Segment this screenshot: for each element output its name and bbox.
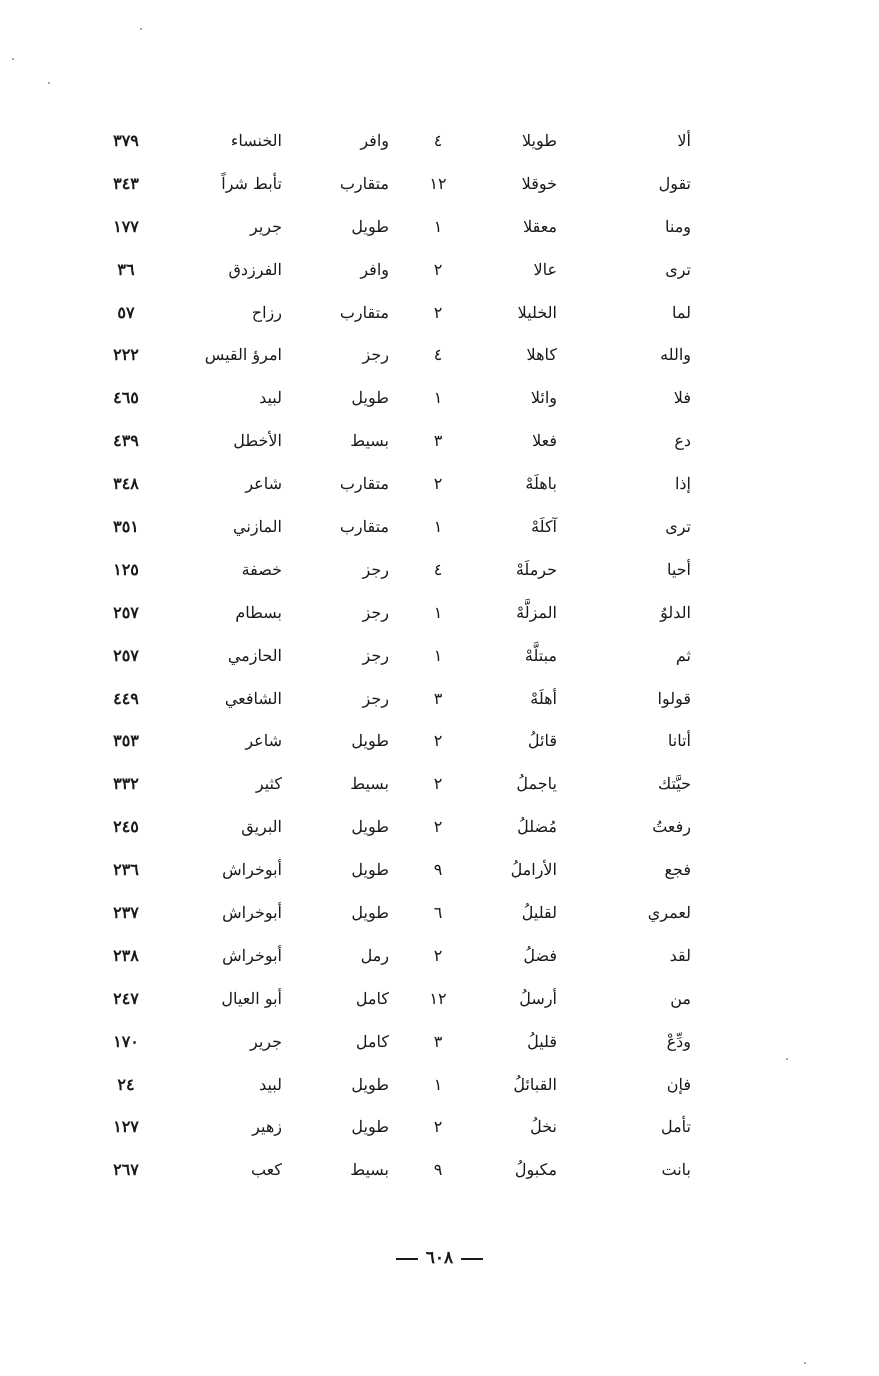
- page-ref: ٢٤٧: [113, 988, 139, 1008]
- table-row: [0, 637, 879, 680]
- rhyme-word: ياجملُ: [516, 774, 557, 794]
- verse-count: ١: [433, 1074, 443, 1094]
- meter: متقارب: [339, 517, 389, 537]
- table-row: [0, 894, 879, 937]
- verse-count: ٢: [433, 731, 443, 751]
- poet-name: كعب: [250, 1160, 282, 1180]
- meter: رجز: [362, 645, 389, 665]
- page-ref: ٣٧٩: [113, 131, 139, 150]
- poet-name: الفرزدق: [228, 259, 282, 279]
- meter: رمل: [360, 945, 389, 965]
- poet-name: الأخطل: [233, 431, 282, 451]
- rhyme-index-table: [0, 122, 879, 1194]
- meter: طويل: [351, 817, 389, 837]
- poet-name: زهير: [252, 1117, 282, 1137]
- rhyme-word: مكبولُ: [514, 1160, 557, 1180]
- table-row: [0, 336, 879, 379]
- rhyme-word: آكلَهْ: [531, 517, 557, 537]
- verse-count: ٢: [433, 259, 443, 279]
- rhyme-word: نخلُ: [530, 1117, 557, 1137]
- poet-name: جرير: [250, 1031, 282, 1051]
- rhyme-word: قائلُ: [527, 731, 557, 751]
- poet-name: بسطام: [235, 602, 282, 622]
- meter: رجز: [362, 602, 389, 622]
- table-row: [0, 1023, 879, 1066]
- first-word: فجع: [664, 860, 691, 880]
- poet-name: شاعر: [245, 731, 282, 751]
- table-row: [0, 851, 879, 894]
- rhyme-word: مُضللُ: [517, 817, 557, 837]
- meter: رجز: [362, 345, 389, 365]
- verse-count: ٣: [433, 1031, 443, 1051]
- verse-count: ٢: [433, 945, 443, 965]
- verse-count: ١: [433, 216, 443, 236]
- meter: طويل: [351, 1074, 389, 1094]
- rhyme-word: أهلَهْ: [530, 688, 557, 708]
- verse-count: ٢: [433, 1117, 443, 1137]
- verse-count: ٢: [433, 817, 443, 837]
- page-ref: ٢٤٥: [113, 817, 139, 837]
- table-row: [0, 1108, 879, 1151]
- scan-speck: [48, 82, 50, 84]
- poet-name: أبو العيال: [221, 988, 282, 1008]
- verse-count: ٢: [433, 302, 443, 322]
- meter: رجز: [362, 559, 389, 579]
- table-row: [0, 551, 879, 594]
- meter: طويل: [351, 903, 389, 923]
- first-word: أتانا: [667, 731, 691, 751]
- first-word: والله: [660, 345, 691, 365]
- table-row: [0, 1066, 879, 1109]
- table-row: [0, 980, 879, 1023]
- page-ref: ١٢٥: [113, 559, 139, 579]
- rhyme-word: الأراملُ: [510, 860, 557, 880]
- meter: كامل: [355, 1031, 389, 1051]
- poet-name: أبوخراش: [222, 945, 282, 965]
- page-ref: ٤٤٩: [113, 688, 139, 708]
- table-row: [0, 937, 879, 980]
- table-row: [0, 422, 879, 465]
- page-ref: ٢٥٧: [113, 645, 139, 665]
- page-ref: ٢٦٧: [113, 1160, 139, 1180]
- first-word: تقول: [658, 173, 691, 193]
- page-ref: ٢٣٦: [113, 860, 139, 880]
- page-ref: ٤٦٥: [113, 388, 139, 408]
- first-word: ترى: [665, 259, 691, 279]
- poet-name: الحازمي: [227, 645, 282, 665]
- footer-dash-right: [396, 1258, 418, 1260]
- verse-count: ٩: [433, 860, 443, 880]
- first-word: لقد: [669, 945, 691, 965]
- table-row: [0, 251, 879, 294]
- verse-count: ١٢: [429, 173, 447, 193]
- rhyme-word: طويلا: [522, 131, 557, 150]
- verse-count: ٩: [433, 1160, 443, 1180]
- table-row: [0, 379, 879, 422]
- verse-count: ٤: [433, 131, 443, 150]
- rhyme-word: حرملَهْ: [515, 559, 557, 579]
- first-word: الدلوُ: [660, 602, 691, 622]
- page-ref: ١٢٧: [113, 1117, 139, 1137]
- page-ref: ٣٥٣: [113, 731, 139, 751]
- table-row: [0, 122, 879, 165]
- page-ref: ٢٣٧: [113, 903, 139, 923]
- first-word: حيَّتك: [657, 774, 691, 794]
- verse-count: ١٢: [429, 988, 447, 1008]
- footer-dash-left: [461, 1258, 483, 1260]
- first-word: من: [670, 988, 691, 1008]
- page-ref: ٣٣٢: [113, 774, 139, 794]
- table-row: [0, 808, 879, 851]
- verse-count: ٤: [433, 559, 443, 579]
- first-word: ودِّعْ: [666, 1031, 691, 1051]
- rhyme-word: لقليلُ: [521, 903, 557, 923]
- table-row: [0, 165, 879, 208]
- page-ref: ١٧٧: [113, 216, 139, 236]
- table-row: [0, 680, 879, 723]
- meter: وافر: [360, 259, 389, 279]
- poet-name: أبوخراش: [222, 903, 282, 923]
- verse-count: ١: [433, 602, 443, 622]
- table-row: [0, 765, 879, 808]
- meter: طويل: [351, 388, 389, 408]
- scan-speck: [12, 58, 14, 60]
- meter: رجز: [362, 688, 389, 708]
- meter: طويل: [351, 216, 389, 236]
- meter: بسيط: [350, 431, 389, 451]
- first-word: فلا: [673, 388, 691, 408]
- meter: كامل: [355, 988, 389, 1008]
- meter: بسيط: [350, 1160, 389, 1180]
- table-row: [0, 208, 879, 251]
- verse-count: ٢: [433, 474, 443, 494]
- page-ref: ١٧٠: [113, 1031, 139, 1051]
- poet-name: أبوخراش: [222, 860, 282, 880]
- rhyme-word: أرسلُ: [519, 988, 557, 1008]
- verse-count: ٢: [433, 774, 443, 794]
- table-row: [0, 594, 879, 637]
- table-row: [0, 294, 879, 337]
- table-row: [0, 1151, 879, 1194]
- table-row: [0, 722, 879, 765]
- verse-count: ١: [433, 645, 443, 665]
- page-ref: ٣٦: [117, 259, 135, 279]
- poet-name: امرؤ القيس: [204, 345, 282, 365]
- first-word: قولوا: [657, 688, 691, 708]
- meter: متقارب: [339, 302, 389, 322]
- poet-name: المازني: [233, 517, 282, 537]
- poet-name: خصفة: [241, 559, 282, 579]
- meter: بسيط: [350, 774, 389, 794]
- meter: طويل: [351, 1117, 389, 1137]
- poet-name: جرير: [250, 216, 282, 236]
- page-ref: ٢٤: [117, 1074, 135, 1094]
- first-word: ترى: [665, 517, 691, 537]
- page-ref: ٢٢٢: [113, 345, 139, 365]
- first-word: لعمري: [647, 903, 691, 923]
- rhyme-word: وائلا: [530, 388, 557, 408]
- first-word: دع: [674, 431, 691, 451]
- page-ref: ٣٤٣: [113, 173, 139, 193]
- meter: طويل: [351, 731, 389, 751]
- poet-name: رزاح: [251, 302, 282, 322]
- page-ref: ٢٥٧: [113, 602, 139, 622]
- page-ref: ٣٤٨: [113, 474, 139, 494]
- poet-name: كثير: [255, 774, 282, 794]
- verse-count: ٤: [433, 345, 443, 365]
- rhyme-word: قليلُ: [527, 1031, 557, 1051]
- table-row: [0, 508, 879, 551]
- first-word: ألا: [677, 131, 691, 150]
- verse-count: ٣: [433, 688, 443, 708]
- poet-name: لبيد: [259, 388, 282, 408]
- first-word: إذا: [674, 474, 691, 494]
- page-number: ٦٠٨: [425, 1248, 454, 1268]
- page-footer: [0, 1248, 879, 1268]
- poet-name: لبيد: [259, 1074, 282, 1094]
- scan-speck: [804, 1362, 806, 1364]
- rhyme-word: كاهلا: [526, 345, 557, 365]
- first-word: ومنا: [665, 216, 691, 236]
- first-word: فإن: [666, 1074, 691, 1094]
- first-word: بانت: [661, 1160, 691, 1180]
- meter: وافر: [360, 131, 389, 150]
- meter: متقارب: [339, 474, 389, 494]
- poet-name: الخنساء: [230, 131, 282, 150]
- first-word: تأمل: [660, 1117, 691, 1137]
- meter: طويل: [351, 860, 389, 880]
- rhyme-word: خوقلا: [521, 173, 557, 193]
- rhyme-word: فعلا: [532, 431, 557, 451]
- rhyme-word: مبتلَّهْ: [524, 645, 557, 665]
- first-word: لما: [672, 302, 691, 322]
- first-word: ثم: [675, 645, 691, 665]
- rhyme-word: القبائلُ: [513, 1074, 557, 1094]
- rhyme-word: الخليلا: [517, 302, 557, 322]
- verse-count: ٣: [433, 431, 443, 451]
- poet-name: تأبط شراً: [221, 173, 282, 193]
- page-ref: ٤٣٩: [113, 431, 139, 451]
- first-word: أحيا: [666, 559, 691, 579]
- verse-count: ١: [433, 517, 443, 537]
- poet-name: شاعر: [245, 474, 282, 494]
- rhyme-word: المزلَّهْ: [516, 602, 557, 622]
- page-ref: ٢٣٨: [113, 945, 139, 965]
- meter: متقارب: [339, 173, 389, 193]
- verse-count: ١: [433, 388, 443, 408]
- rhyme-word: معقلا: [523, 216, 557, 236]
- poet-name: الشافعي: [224, 688, 282, 708]
- poet-name: البريق: [241, 817, 282, 837]
- page-ref: ٣٥١: [113, 517, 139, 537]
- scan-speck: [140, 28, 142, 30]
- rhyme-word: عالا: [533, 259, 557, 279]
- rhyme-word: باهلَهْ: [525, 474, 557, 494]
- page-ref: ٥٧: [117, 302, 135, 322]
- table-row: [0, 465, 879, 508]
- rhyme-word: فضلُ: [523, 945, 557, 965]
- verse-count: ٦: [433, 903, 443, 923]
- first-word: رفعتُ: [652, 817, 691, 837]
